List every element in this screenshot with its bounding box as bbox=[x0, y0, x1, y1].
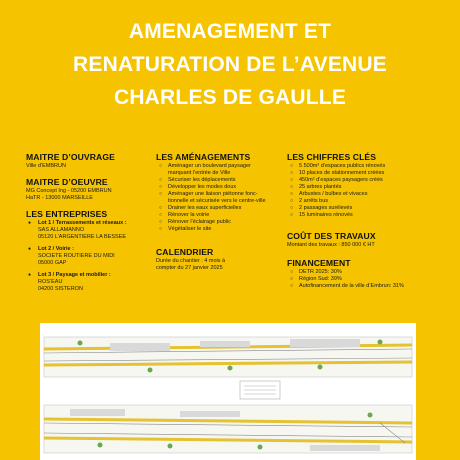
financement-item: ○ DETR 2025: 30% bbox=[287, 269, 422, 276]
chiffre-item: ○ 2 arrêts bus bbox=[287, 198, 422, 205]
chiffre-item: ○ 25 arbres plantés bbox=[287, 184, 422, 191]
chiffre-item: ○ 10 places de stationnement créées bbox=[287, 170, 422, 177]
chiffre-item: ○ 2 passages surélevés bbox=[287, 205, 422, 212]
site-plan-image bbox=[40, 323, 416, 460]
lot-1-company: SAS ALLAMANNO bbox=[38, 227, 85, 233]
chiffre-item: ○ 450m² d’espaces paysagers créés bbox=[287, 177, 422, 184]
heading-cout-travaux: COÛT DES TRAVAUX bbox=[287, 231, 376, 241]
amenagement-item: ○ Aménager un boulevard paysager bbox=[156, 163, 286, 170]
lot-2-label: ● Lot 2 / Voirie : bbox=[26, 246, 154, 253]
lot-1-label: ● Lot 1 / Terrassements et réseaux : bbox=[26, 220, 154, 227]
lot-3-label: ● Lot 3 / Paysage et mobilier : bbox=[26, 272, 154, 279]
amenagement-item: ○ Sécuriser les déplacements bbox=[156, 177, 286, 184]
heading-maitre-ouvrage: MAITRE D’OUVRAGE bbox=[26, 152, 115, 162]
site-plan-drawing bbox=[40, 323, 416, 460]
title-line-2: RENATURATION DE L’AVENUE bbox=[73, 53, 387, 76]
plan-strip-upper bbox=[44, 337, 412, 377]
lot-3-city: 04200 SISTERON bbox=[38, 286, 83, 292]
financement-item: ○ Région Sud: 39% bbox=[287, 276, 422, 283]
calendrier-line-1: Durée du chantier : 4 mois à bbox=[156, 258, 226, 264]
column-amenagements bbox=[156, 152, 286, 272]
amenagement-item: ○ Drainer les eaux superficielles bbox=[156, 205, 286, 212]
lot-1-city: 05120 L’ARGENTIERE LA BESSEE bbox=[38, 234, 127, 240]
column-chiffres bbox=[287, 152, 422, 290]
amenagement-item: ○ Développer les modes doux bbox=[156, 184, 286, 191]
heading-chiffres-cles: LES CHIFFRES CLÉS bbox=[287, 152, 377, 162]
amenagement-item: ○ Rénover l’éclairage public bbox=[156, 219, 286, 226]
maitre-ouvrage-value: Ville d’EMBRUN bbox=[26, 163, 66, 169]
plan-legend-block bbox=[240, 381, 280, 399]
amenagement-item: ○ Rénover la voirie bbox=[156, 212, 286, 219]
heading-calendrier: CALENDRIER bbox=[156, 247, 214, 257]
amenagement-item-cont: marquant l’entrée de Ville bbox=[168, 170, 231, 176]
title-line-1: AMENAGEMENT ET bbox=[128, 20, 332, 43]
column-ouvrage bbox=[26, 152, 154, 293]
amenagement-item: ○ Aménager une liaison piétonne fonc- bbox=[156, 191, 286, 198]
chiffre-item: ○ Arbustes / bulbes et vivaces bbox=[287, 191, 422, 198]
maitre-oeuvre-line-1: MG Concept Ing - 05200 EMBRUN bbox=[26, 188, 112, 194]
chiffre-item: ○ 5 500m² d’espaces publics rénovés bbox=[287, 163, 422, 170]
amenagement-item-cont: tionnelle et sécurisée vers le centre-ville bbox=[168, 198, 266, 204]
title-line-3: CHARLES DE GAULLE bbox=[113, 86, 347, 109]
chiffre-item: ○ 15 luminaires rénovés bbox=[287, 212, 422, 219]
heading-financement: FINANCEMENT bbox=[287, 258, 351, 268]
lot-3-company: ROS’EAU bbox=[38, 279, 63, 285]
amenagement-item: ○ Végétaliser le site bbox=[156, 226, 286, 233]
heading-entreprises: LES ENTREPRISES bbox=[26, 209, 108, 219]
cout-travaux-value: Montant des travaux : 850 000 € HT bbox=[287, 242, 375, 248]
lot-2-city: 05000 GAP bbox=[38, 260, 67, 266]
plan-strip-lower bbox=[44, 405, 412, 453]
heading-maitre-oeuvre: MAITRE D’OEUVRE bbox=[26, 177, 108, 187]
lot-2-company: SOCIETE ROUTIERE DU MIDI bbox=[38, 253, 115, 259]
maitre-oeuvre-line-2: HaTR - 13000 MARSEILLE bbox=[26, 195, 93, 201]
financement-item: ○ Autofinancement de la ville d’Embrun: 31% bbox=[287, 283, 422, 290]
heading-amenagements: LES AMÉNAGEMENTS bbox=[156, 152, 251, 162]
calendrier-line-2: compter du 27 janvier 2025 bbox=[156, 265, 223, 271]
